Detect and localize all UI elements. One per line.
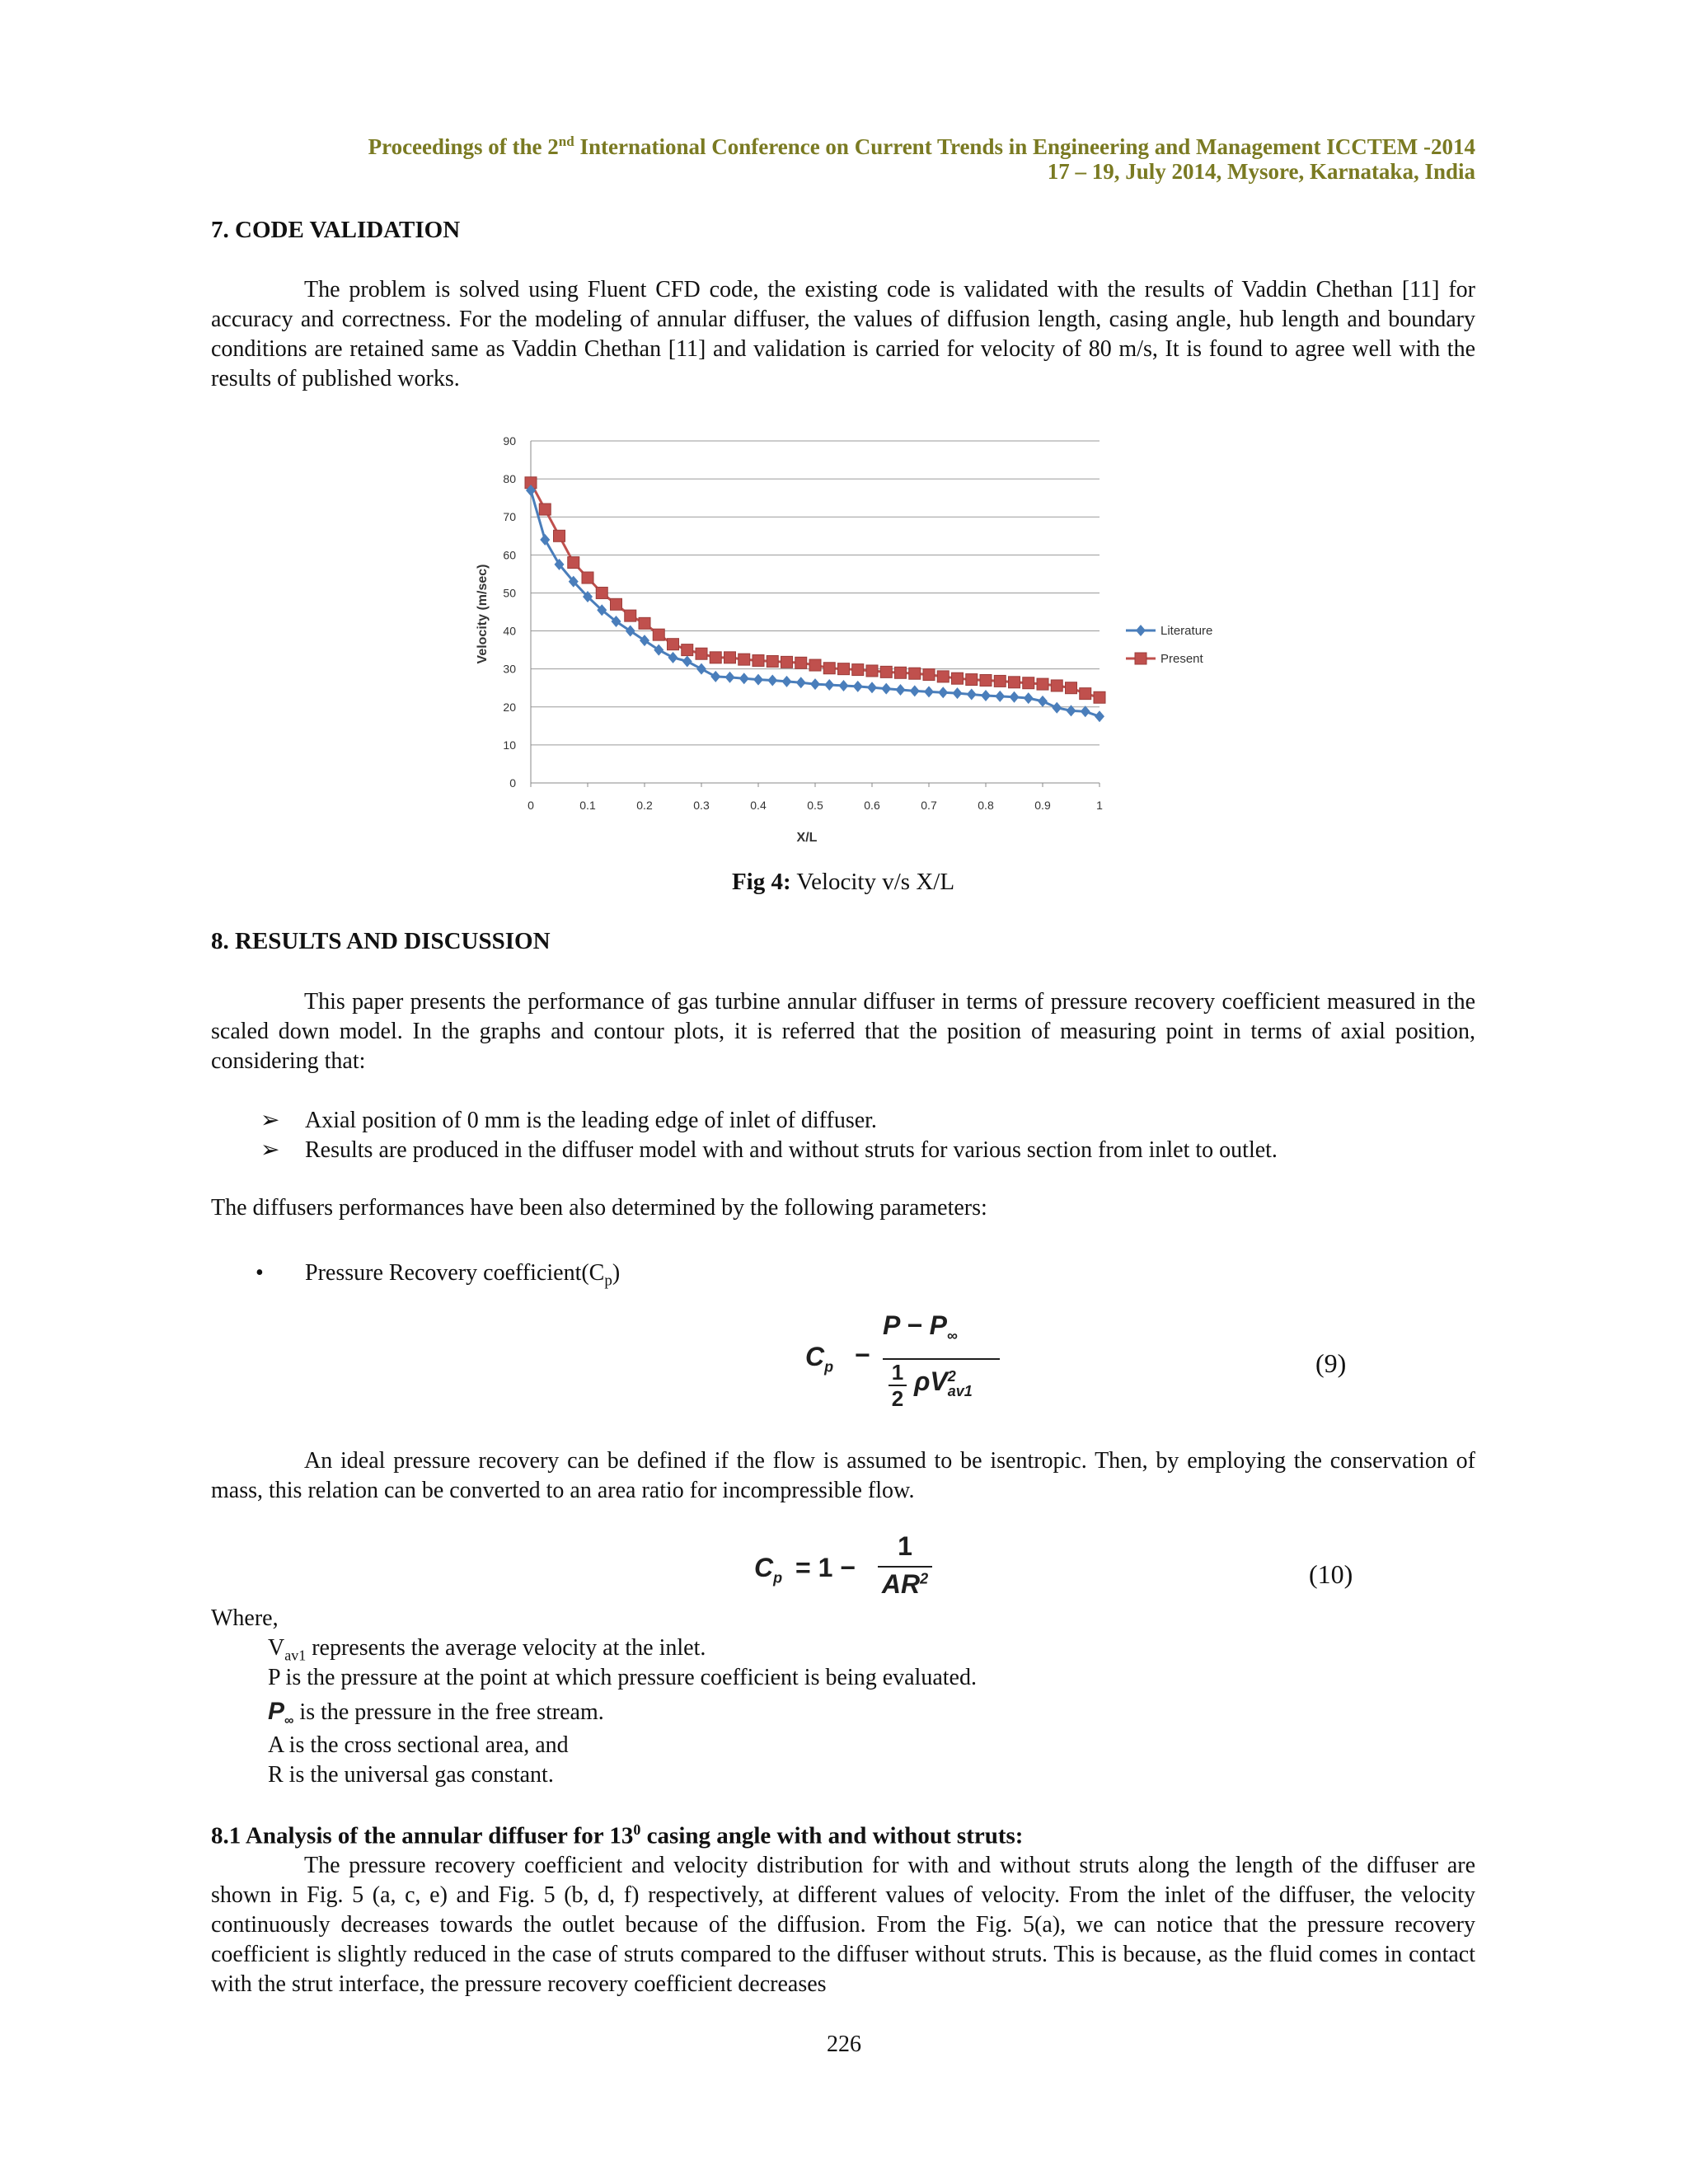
data-point xyxy=(838,663,850,675)
data-point xyxy=(554,530,565,541)
data-point xyxy=(1095,710,1104,722)
data-point xyxy=(1023,677,1034,689)
data-point xyxy=(881,683,891,695)
equation-10-number: (10) xyxy=(1309,1559,1353,1589)
bullet-text: Axial position of 0 mm is the leading edge of inlet of diffuser. xyxy=(305,1108,877,1133)
list-item xyxy=(260,1106,1475,1136)
header-line-1: Proceedings of the 2nd International Conference on Current Trends in Engineering and Management ICCTEM -2014 xyxy=(368,134,1475,159)
x-tick-label: 0.8 xyxy=(978,799,994,812)
data-point xyxy=(696,648,707,659)
eq9-lhs: $C_p$ xyxy=(805,1342,834,1376)
section-8-1-paragraph: The pressure recovery coefficient and velocity distribution for with and without struts along the length of the diffuser are shown in Fig. 5 (a, c, e) and Fig. 5 (b, d, f) respectively, at different values of velocity. From the inlet of the diffuser, the velocity continuously decreases towards the outlet because of the diffusion. From the Fig. 5(a), we can notice that the pressure recovery coefficient is slightly reduced in the case of struts compared to the diffuser without struts. This is because, as the fluid comes in contact with the strut interface, the pressure recovery coefficient decreases xyxy=(211,1853,1475,1997)
data-point xyxy=(640,635,649,646)
y-tick-label: 90 xyxy=(503,434,516,448)
data-point xyxy=(923,669,935,681)
arrow-bullet-icon: ➢ xyxy=(260,1137,280,1163)
y-axis-label: Velocity (m/sec) xyxy=(476,564,490,664)
x-tick-label: 0.5 xyxy=(807,799,823,812)
data-point xyxy=(866,665,878,677)
data-point xyxy=(938,687,948,698)
data-point xyxy=(710,671,720,682)
data-point xyxy=(1009,677,1020,688)
data-point xyxy=(739,673,749,684)
legend-marker xyxy=(1136,625,1146,636)
data-point xyxy=(682,655,692,667)
section-7-title: 7. CODE VALIDATION xyxy=(211,217,461,243)
data-point xyxy=(1037,678,1048,690)
data-point xyxy=(782,676,792,687)
data-point xyxy=(568,557,579,569)
data-point xyxy=(909,668,921,679)
page-number: 226 xyxy=(827,2032,861,2057)
where-gas-constant: R is the universal gas constant. xyxy=(268,1762,554,1788)
chart-axes xyxy=(503,434,1103,812)
data-point xyxy=(994,675,1006,687)
eq10-lhs: $C_p$ xyxy=(754,1553,783,1586)
data-point xyxy=(725,672,735,683)
data-point xyxy=(781,656,793,668)
data-point xyxy=(796,677,806,688)
x-tick-label: 0.1 xyxy=(579,799,596,812)
data-point xyxy=(1010,691,1020,703)
y-tick-label: 80 xyxy=(503,472,516,486)
data-point xyxy=(596,587,607,598)
data-point xyxy=(668,652,678,663)
chart-legend xyxy=(1126,624,1212,666)
data-point xyxy=(896,684,906,696)
dot-bullet-icon: • xyxy=(256,1260,264,1286)
bullet-list xyxy=(260,1106,1475,1165)
data-point xyxy=(967,689,977,701)
data-point xyxy=(953,687,963,699)
data-point xyxy=(1038,696,1048,707)
data-point xyxy=(653,629,664,640)
x-tick-label: 0 xyxy=(528,799,534,812)
data-point xyxy=(625,610,636,621)
data-point xyxy=(839,680,849,691)
data-point xyxy=(767,675,777,687)
x-tick-label: 0.4 xyxy=(750,799,767,812)
eq9-denominator: ρV 2 av1 xyxy=(914,1366,973,1399)
y-tick-label: 40 xyxy=(503,624,516,638)
x-axis-label: X/L xyxy=(796,831,818,845)
arrow-bullet-icon: ➢ xyxy=(260,1108,280,1133)
eq10-fraction-bar xyxy=(878,1566,932,1568)
legend-label: Literature xyxy=(1160,624,1213,638)
data-point xyxy=(1024,692,1034,704)
where-velocity: $V_{av1}$ represents the average velocity at the inlet. xyxy=(268,1635,706,1664)
conference-header xyxy=(211,127,1475,190)
data-point xyxy=(1066,682,1077,694)
data-point xyxy=(810,678,820,690)
section-8-1-title: 8.1 Analysis of the annular diffuser for $13^0$ casing angle with and without struts: xyxy=(211,1821,1024,1849)
data-point xyxy=(795,657,807,668)
x-tick-label: 0.7 xyxy=(921,799,937,812)
data-point xyxy=(981,690,991,701)
data-point xyxy=(696,663,706,675)
data-point xyxy=(1080,688,1091,700)
eq10-denominator: $AR^2$ xyxy=(881,1569,929,1599)
data-point xyxy=(582,572,593,583)
data-point xyxy=(937,671,949,682)
data-point xyxy=(824,679,834,691)
equation-10 xyxy=(754,1531,952,1614)
where-area: A is the cross sectional area, and xyxy=(268,1732,569,1758)
data-point xyxy=(980,675,992,687)
data-point xyxy=(809,659,821,671)
data-point xyxy=(952,673,964,684)
velocity-chart xyxy=(462,424,1253,853)
where-label: Where, xyxy=(211,1605,279,1631)
y-tick-label: 10 xyxy=(503,738,516,752)
eq10-numerator: 1 xyxy=(898,1531,912,1561)
section-8-paragraph-2: An ideal pressure recovery can be defined if the flow is assumed to be isentropic. Then, by employing the conservation of mass, this relation can be converted to an area ratio for incompressible flow. xyxy=(211,1448,1475,1503)
equation-9 xyxy=(804,1310,985,1418)
data-point xyxy=(767,655,778,667)
legend-label: Present xyxy=(1160,652,1203,666)
data-point xyxy=(995,691,1005,702)
equation-9-number: (9) xyxy=(1315,1348,1347,1378)
y-tick-label: 60 xyxy=(503,548,516,562)
section-8-paragraph-1: This paper presents the performance of gas turbine annular diffuser in terms of pressure recovery coefficient measured in the scaled down model. In the graphs and contour plots, it is referred that the position of measuring point in terms of axial position, considering that: xyxy=(211,989,1475,1074)
y-tick-label: 50 xyxy=(503,586,516,600)
eq9-operator: − xyxy=(855,1340,870,1370)
data-point xyxy=(753,674,763,686)
x-tick-label: 1 xyxy=(1096,799,1103,812)
y-tick-label: 0 xyxy=(509,776,516,790)
where-free-stream: $P_\infty$ is the pressure in the free stream. xyxy=(268,1698,604,1728)
data-point xyxy=(668,639,679,650)
parameter-text: Pressure Recovery $coefficient(C_p)$ xyxy=(305,1260,621,1290)
x-tick-label: 0.3 xyxy=(693,799,710,812)
data-point xyxy=(738,654,750,665)
where-pressure: P is the pressure at the point at which pressure coefficient is being evaluated. xyxy=(268,1665,977,1690)
chart-series xyxy=(525,477,1105,723)
eq9-numerator: $P - P_\infty$ xyxy=(883,1310,958,1344)
eq10-rhs: = 1 − xyxy=(795,1553,856,1582)
data-point xyxy=(1094,691,1105,703)
data-point xyxy=(1081,705,1090,717)
section-8-title: 8. RESULTS AND DISCUSSION xyxy=(211,928,551,954)
list-item xyxy=(260,1136,1475,1165)
eq9-half: 1 2 xyxy=(883,1360,912,1411)
parameters-intro: The diffusers performances have been also determined by the following parameters: xyxy=(211,1195,987,1221)
x-tick-label: 0.2 xyxy=(636,799,653,812)
data-point xyxy=(924,686,934,697)
data-point xyxy=(682,644,693,656)
data-point xyxy=(710,652,721,663)
data-point xyxy=(626,626,635,637)
y-tick-label: 70 xyxy=(503,510,516,524)
chart-gridlines xyxy=(531,441,1100,783)
data-point xyxy=(611,598,622,610)
bullet-text: Results are produced in the diffuser model with and without struts for various section from inlet to outlet. xyxy=(305,1137,1278,1163)
data-point xyxy=(1052,702,1062,714)
legend-marker xyxy=(1135,653,1146,664)
data-point xyxy=(852,664,864,676)
data-point xyxy=(1051,680,1062,691)
header-line-2: 17 – 19, July 2014, Mysore, Karnataka, India xyxy=(1047,159,1475,184)
y-tick-label: 30 xyxy=(503,662,516,676)
x-tick-label: 0.6 xyxy=(864,799,880,812)
data-point xyxy=(853,681,863,692)
data-point xyxy=(823,663,835,674)
x-tick-label: 0.9 xyxy=(1034,799,1051,812)
data-point xyxy=(966,674,978,686)
data-point xyxy=(753,655,764,667)
parameter-bullet xyxy=(256,1258,832,1291)
data-point xyxy=(539,504,551,515)
data-point xyxy=(867,682,877,693)
y-tick-label: 20 xyxy=(503,700,516,714)
data-point xyxy=(654,644,663,656)
data-point xyxy=(880,666,892,677)
data-point xyxy=(910,685,920,696)
data-point xyxy=(639,617,650,629)
section-7-paragraph: The problem is solved using Fluent CFD code, the existing code is validated with the results of Vaddin Chethan [11] for accuracy and correctness. For the modeling of annular diffuser, the values of diffusion length, casing angle, hub length and boundary conditions are retained same as Vaddin Chethan [11] and validation is carried for velocity of 80 m/s, It is found to agree well with the results of published works. xyxy=(211,277,1475,391)
data-point xyxy=(895,667,907,678)
data-point xyxy=(724,652,736,663)
figure-caption: Fig 4: Velocity v/s X/L xyxy=(731,869,955,895)
